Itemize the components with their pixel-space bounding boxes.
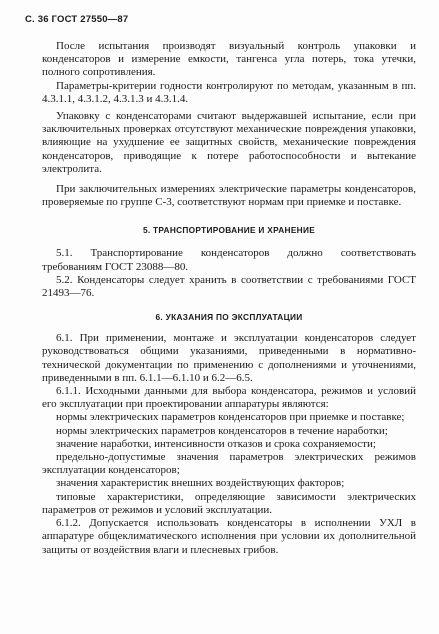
paragraph-6-1-2: 6.1.2. Допускается использовать конденсаторы в исполнении УХЛ в аппаратуре общеклиматического исполнения при условии их дополнительной защиты от воздействия влаги и плесневых грибов. — [42, 517, 416, 556]
paragraph-6-1: 6.1. При применении, монтаже и эксплуатации конденсаторов следует руководствоваться общими указаниями, приведенными в нормативно-технической документации по применению с дополнениями и уточнениями, приведенными в пп. 6.1.1—6.1.10 и 6.2—6.5. — [42, 332, 416, 384]
list-item-reliability: значение наработки, интенсивности отказов и срока сохраняемости; — [56, 437, 376, 450]
page-header: С. 36 ГОСТ 27550—87 — [25, 14, 129, 25]
paragraph-6-1-1: 6.1.1. Исходными данными для выбора конденсатора, режимов и условий его эксплуатации при проектировании аппаратуры являются: — [42, 385, 416, 411]
paragraph-5-2: 5.2. Конденсаторы следует хранить в соответствии с требованиями ГОСТ 21493—76. — [42, 273, 416, 300]
section-title-operation: 6. УКАЗАНИЯ ПО ЭКСПЛУАТАЦИИ — [155, 312, 303, 323]
paragraph-criteria: Параметры-критерии годности контролируют по методам, указанным в пп. 4.3.1.1, 4.3.1.2, 4.3.1.3 и 4.3.1.4. — [42, 79, 416, 105]
paragraph-packaging: Упаковку с конденсаторами считают выдержавшей испытание, если при заключительных проверках отсутствуют механические повреждения упаковки, влияющие на ухудшение ее защитных свойств, механические повреждения конденсаторов, приводящие к потере работоспособности и вытекание электролита. — [42, 110, 416, 175]
document-body — [42, 40, 416, 557]
paragraph-inspection: После испытания производят визуальный контроль упаковки и конденсаторов и измерение емкости, тангенса угла потерь, тока утечки, полного сопротивления. — [42, 40, 416, 79]
list-item-limit-values: предельно-допустимые значения параметров электрических режимов эксплуатации конденсаторов; — [42, 451, 416, 477]
section-title-transport: 5. ТРАНСПОРТИРОВАНИЕ И ХРАНЕНИЕ — [142, 225, 316, 236]
paragraph-5-1: 5.1. Транспортирование конденсаторов должно соответствовать требованиям ГОСТ 23088—80. — [42, 247, 416, 273]
paragraph-final-measurements: При заключительных измерениях электрические параметры конденсаторов, проверяемые по группе С-3, соответствуют нормам при приемке и поставке. — [42, 183, 416, 209]
list-item-typical-characteristics: типовые характеристики, определяющие зависимости электрических параметров от режимов и условий эксплуатации. — [42, 490, 416, 516]
list-item-external-factors: значения характеристик внешних воздействующих факторов; — [56, 477, 345, 490]
list-item-norms-delivery: нормы электрических параметров конденсаторов при приемке и поставке; — [56, 411, 405, 424]
list-item-norms-operation: нормы электрических параметров конденсаторов в течение наработки; — [56, 424, 388, 437]
